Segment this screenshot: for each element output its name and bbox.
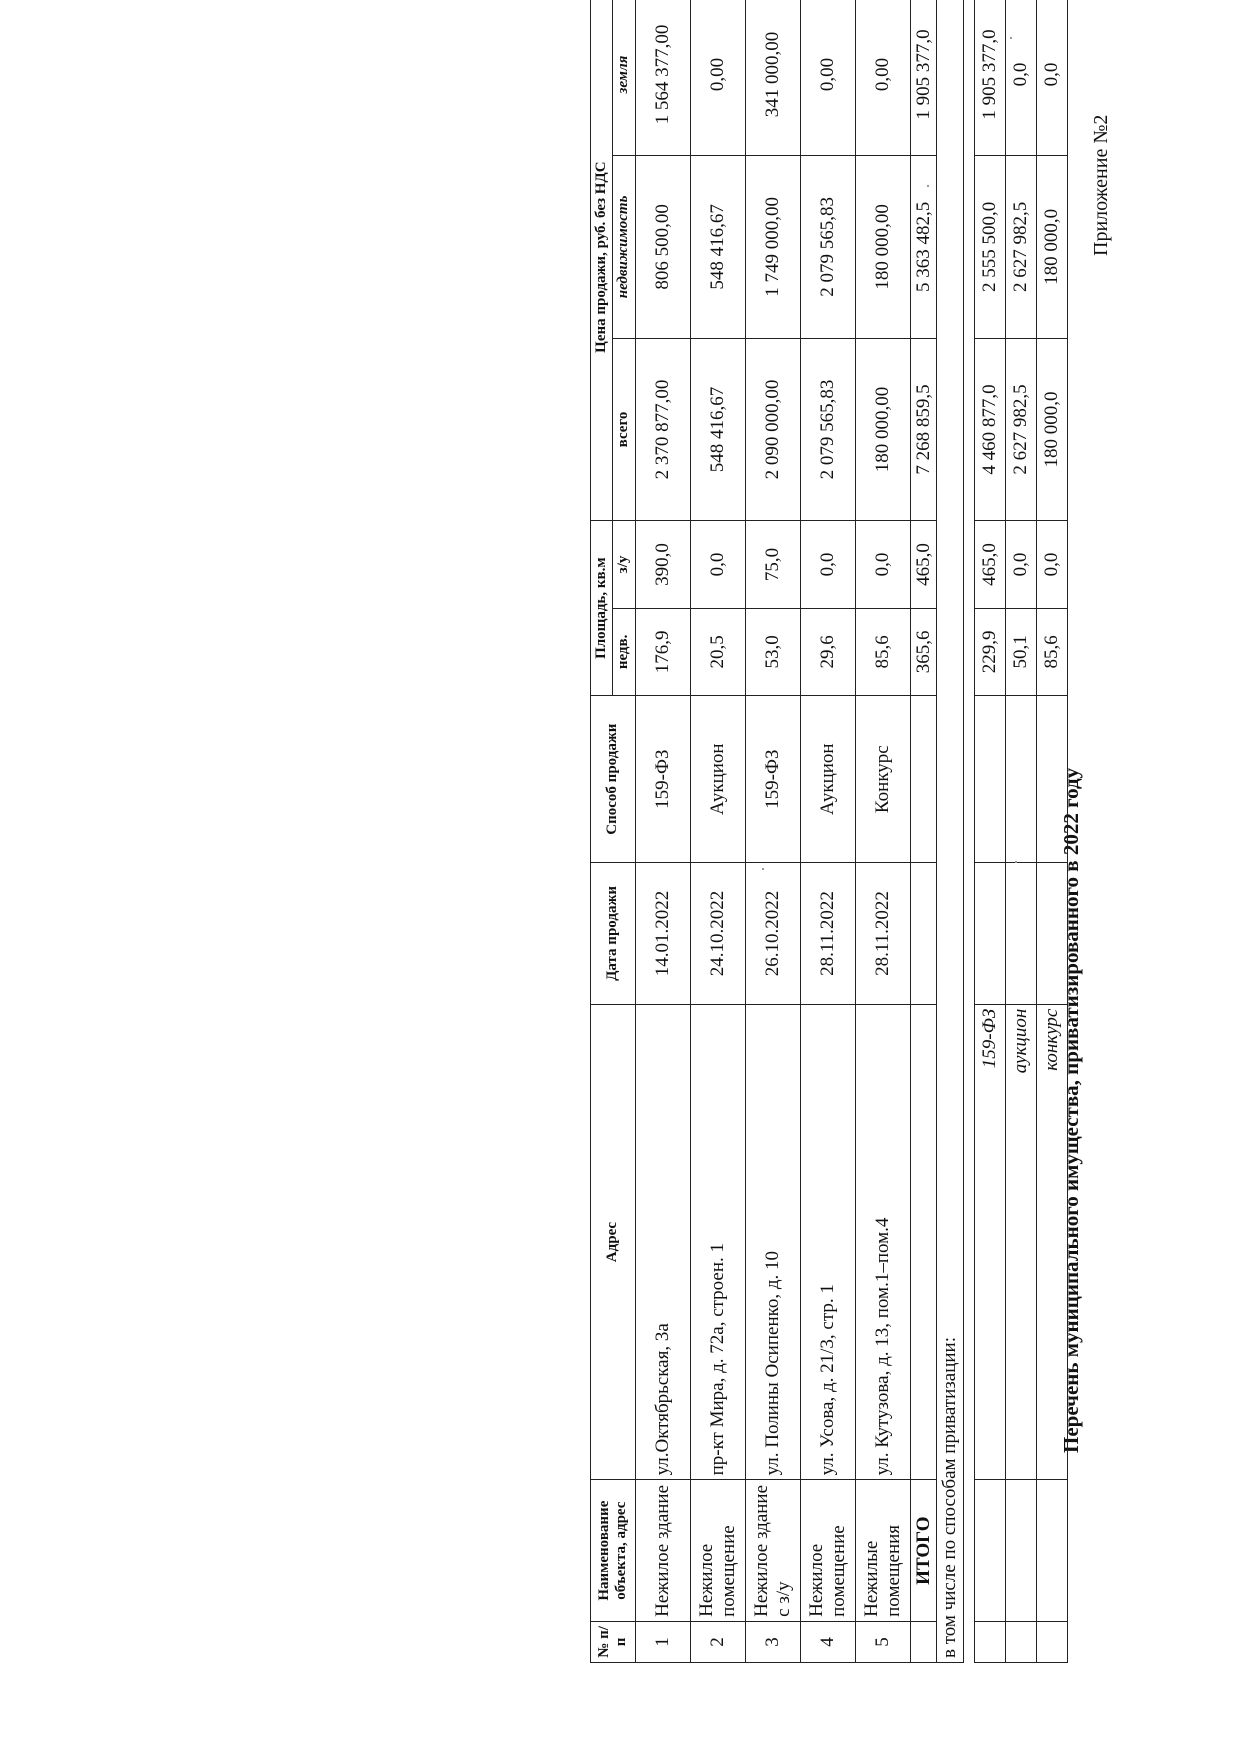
breakdown-row — [1037, 0, 1068, 1663]
col-area-header: Площадь, кв.м — [591, 521, 613, 696]
row-area-building: 20,5 — [690, 608, 745, 695]
row-area-land: 390,0 — [635, 521, 690, 608]
scan-dot — [1015, 861, 1017, 863]
row-num: 1 — [635, 1621, 690, 1662]
row-area-land: 75,0 — [745, 521, 800, 608]
total-price-realty: 5 363 482,5 — [910, 156, 937, 339]
breakdown-price-land: 0,0 — [1037, 0, 1068, 156]
col-date-header: Дата продажи — [591, 863, 636, 1004]
privatization-table — [590, 0, 1068, 1663]
row-price-total: 180 000,00 — [855, 338, 910, 521]
header-row-1 — [591, 0, 613, 1663]
row-method: Аукцион — [690, 696, 745, 863]
row-price-land: 0,00 — [855, 0, 910, 156]
breakdown-area-building: 50,1 — [1006, 608, 1037, 695]
row-price-total: 2 079 565,83 — [800, 338, 855, 521]
row-method: Аукцион — [800, 696, 855, 863]
row-address: ул. Усова, д. 21/3, стр. 1 — [800, 1004, 855, 1480]
breakdown-method: 159-ФЗ — [975, 1004, 1006, 1480]
row-price-realty: 180 000,00 — [855, 156, 910, 339]
table-row — [855, 0, 910, 1663]
row-name: Нежилые помещения — [855, 1480, 910, 1621]
col-name-header: Наименование объекта, адрес — [591, 1480, 636, 1621]
row-area-land: 0,0 — [690, 521, 745, 608]
table-row — [800, 0, 855, 1663]
row-address: пр-кт Мира, д. 72а, строен. 1 — [690, 1004, 745, 1480]
breakdown-method: конкурс — [1037, 1004, 1068, 1480]
row-method: Конкурс — [855, 696, 910, 863]
row-name: Нежилое помещение — [800, 1480, 855, 1621]
col-area-building: недв. — [613, 608, 635, 695]
col-area-land: з/у — [613, 521, 635, 608]
row-num: 3 — [745, 1621, 800, 1662]
table-row — [690, 0, 745, 1663]
row-name: Нежилое помещение — [690, 1480, 745, 1621]
row-price-total: 548 416,67 — [690, 338, 745, 521]
col-price-header: Цена продажи, руб. без НДС — [591, 0, 613, 521]
total-row — [910, 0, 937, 1663]
row-price-land: 0,00 — [800, 0, 855, 156]
total-area-building: 365,6 — [910, 608, 937, 695]
row-area-building: 53,0 — [745, 608, 800, 695]
breakdown-price-total: 4 460 877,0 — [975, 338, 1006, 521]
row-num: 4 — [800, 1621, 855, 1662]
breakdown-price-total: 180 000,0 — [1037, 338, 1068, 521]
row-price-land: 1 564 377,00 — [635, 0, 690, 156]
breakdown-caption: в том числе по способам приватизации: — [937, 0, 964, 1663]
breakdown-area-land: 0,0 — [1006, 521, 1037, 608]
row-num: 5 — [855, 1621, 910, 1662]
col-method-header: Способ продажи — [591, 696, 636, 863]
row-date: 28.11.2022 — [855, 863, 910, 1004]
row-price-land: 341 000,00 — [745, 0, 800, 156]
breakdown-area-building: 229,9 — [975, 608, 1006, 695]
scan-dot — [762, 868, 764, 870]
breakdown-row — [975, 0, 1006, 1663]
row-date: 26.10.2022 — [745, 863, 800, 1004]
row-price-total: 2 370 877,00 — [635, 338, 690, 521]
breakdown-price-realty: 2 555 500,0 — [975, 156, 1006, 339]
row-price-total: 2 090 000,00 — [745, 338, 800, 521]
breakdown-row — [1006, 0, 1037, 1663]
col-price-land: земля — [613, 0, 635, 156]
col-price-realty: недвижимость — [613, 156, 635, 339]
row-area-building: 29,6 — [800, 608, 855, 695]
row-price-realty: 548 416,67 — [690, 156, 745, 339]
col-address-header: Адрес — [591, 1004, 636, 1480]
total-price-land: 1 905 377,0 — [910, 0, 937, 156]
row-date: 24.10.2022 — [690, 863, 745, 1004]
breakdown-area-land: 0,0 — [1037, 521, 1068, 608]
row-area-land: 0,0 — [855, 521, 910, 608]
row-method: 159-ФЗ — [745, 696, 800, 863]
table-row — [745, 0, 800, 1663]
row-address: ул. Кутузова, д. 13, пом.1–пом.4 — [855, 1004, 910, 1480]
scan-dot — [927, 185, 929, 187]
appendix-label: Приложение №2 — [1090, 114, 1112, 256]
col-num-header: № п/п — [591, 1621, 636, 1662]
row-address: ул. Полины Осипенко, д. 10 — [745, 1004, 800, 1480]
breakdown-price-land: 0,0 — [1006, 0, 1037, 156]
row-price-realty: 806 500,00 — [635, 156, 690, 339]
table-row — [635, 0, 690, 1663]
row-name: Нежилое здание с з/у — [745, 1480, 800, 1621]
row-price-realty: 1 749 000,00 — [745, 156, 800, 339]
total-price-total: 7 268 859,5 — [910, 338, 937, 521]
scan-dot — [1010, 37, 1012, 39]
total-area-land: 465,0 — [910, 521, 937, 608]
row-date: 14.01.2022 — [635, 863, 690, 1004]
row-address: ул.Октябрьская, 3а — [635, 1004, 690, 1480]
breakdown-area-land: 465,0 — [975, 521, 1006, 608]
row-num: 2 — [690, 1621, 745, 1662]
row-date: 28.11.2022 — [800, 863, 855, 1004]
row-price-realty: 2 079 565,83 — [800, 156, 855, 339]
col-price-total: всего — [613, 338, 635, 521]
breakdown-price-realty: 2 627 982,5 — [1006, 156, 1037, 339]
breakdown-price-land: 1 905 377,0 — [975, 0, 1006, 156]
breakdown-method: аукцион — [1006, 1004, 1037, 1480]
row-area-building: 176,9 — [635, 608, 690, 695]
row-method: 159-ФЗ — [635, 696, 690, 863]
breakdown-price-realty: 180 000,0 — [1037, 156, 1068, 339]
row-area-building: 85,6 — [855, 608, 910, 695]
breakdown-caption-row — [937, 0, 964, 1663]
breakdown-price-total: 2 627 982,5 — [1006, 338, 1037, 521]
document-title: Перечень муниципального имущества, приватизированного в 2022 году — [1059, 767, 1083, 1453]
row-name: Нежилое здание — [635, 1480, 690, 1621]
row-area-land: 0,0 — [800, 521, 855, 608]
row-price-land: 0,00 — [690, 0, 745, 156]
total-label: ИТОГО — [910, 1480, 937, 1621]
breakdown-area-building: 85,6 — [1037, 608, 1068, 695]
